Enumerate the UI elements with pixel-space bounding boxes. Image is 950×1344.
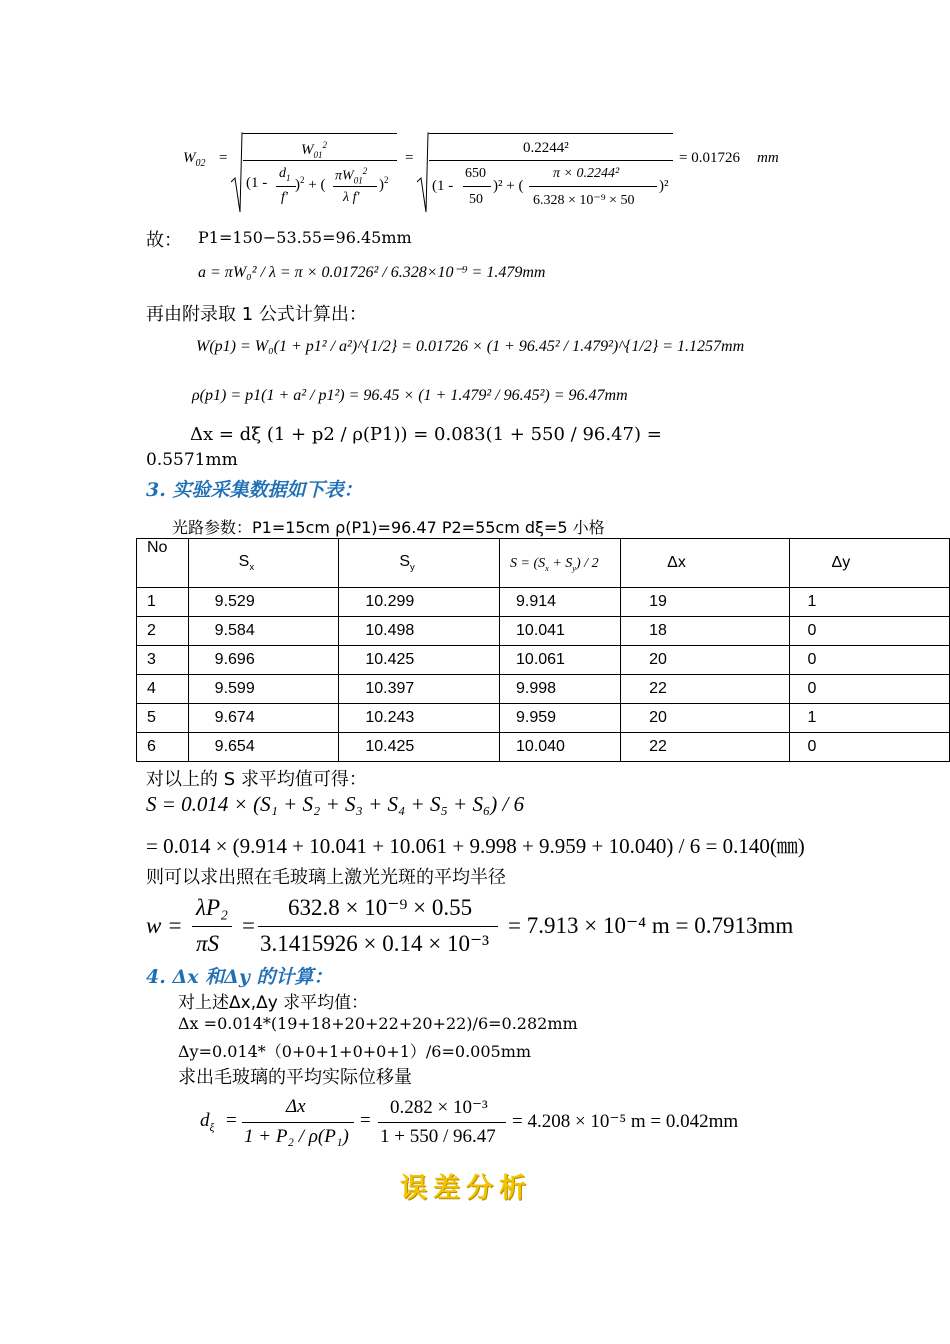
delta-x-line2: 0.5571mm [146, 450, 238, 470]
table-cell: 9.599 [188, 675, 339, 704]
w02-numerator: 0.2244² [523, 140, 569, 156]
table-cell: 22 [621, 675, 789, 704]
wp1-formula: W(p1) = W₀(1 + p1² / a²)^{1/2} = 0.01726 × (1 + 96.45² / 1.479²)^{1/2} = 1.1257mm [196, 338, 745, 355]
a-formula: a = πW₀² / λ = π × 0.01726² / 6.328×10⁻⁹ = 1.479mm [198, 264, 546, 281]
w02-result: = 0.01726 [679, 150, 740, 166]
error-analysis-title: 误差分析 [400, 1173, 532, 1204]
table-cell: 19 [621, 588, 789, 617]
table-cell: 0 [789, 733, 949, 762]
table-cell: 10.243 [339, 704, 500, 733]
table-cell: 10.425 [339, 733, 500, 762]
zai-you-text: 再由附录取 1 公式计算出： [146, 304, 367, 325]
header-no: No [137, 539, 189, 588]
table-cell: 0 [789, 675, 949, 704]
table-cell: 9.959 [500, 704, 621, 733]
data-table [136, 538, 950, 762]
dx-average: Δx =0.014*(19+18+20+22+20+22)/6=0.282mm [178, 1014, 578, 1033]
table-cell: 20 [621, 646, 789, 675]
heading-3: 3. 实验采集数据如下表： [146, 479, 363, 501]
table-cell: 4 [137, 675, 189, 704]
avg-dxdy-text: 对上述Δx,Δy 求平均值： [178, 993, 369, 1013]
table-cell: 10.397 [339, 675, 500, 704]
table-cell: 10.061 [500, 646, 621, 675]
table-cell: 0 [789, 617, 949, 646]
p1-calc: P1=150−53.55=96.45mm [198, 228, 412, 247]
header-dy: Δy [789, 539, 949, 588]
d-xi-formula: $d_\xi$ = Δx 1 + P₂ / ρ(P₁) = 0.282 × 10⁻³ 1 + 550 / 96.47 = 4.208 × 10⁻⁵ m = 0.042mm [200, 1096, 739, 1147]
avg-s-text: 对以上的 S 求平均值可得： [146, 769, 367, 790]
header-s-formula: $S = (S_x + S_y) / 2$ [500, 539, 621, 588]
rho-formula: ρ(p1) = p1(1 + a² / p1²) = 96.45 × (1 + 1.479² / 96.45²) = 96.47mm [192, 387, 628, 404]
table-cell: 6 [137, 733, 189, 762]
table-cell: 1 [789, 588, 949, 617]
w-formula: w = λP₂ πS = 632.8 × 10⁻⁹ × 0.55 3.1415926 × 0.14 × 10⁻³ = 7.913 × 10⁻⁴ m = 0.7913mm [146, 895, 794, 956]
table-cell: 18 [621, 617, 789, 646]
table-row [137, 675, 950, 704]
then-find-text: 则可以求出照在毛玻璃上激光光斑的平均半径 [146, 867, 506, 888]
dy-average: Δy=0.014*（0+0+1+0+0+1）/6=0.005mm [178, 1042, 532, 1061]
table-row [137, 646, 950, 675]
table-cell: 9.674 [188, 704, 339, 733]
table-cell: 9.696 [188, 646, 339, 675]
find-disp-text: 求出毛玻璃的平均实际位移量 [178, 1067, 412, 1088]
table-cell: 9.914 [500, 588, 621, 617]
table-cell: 10.498 [339, 617, 500, 646]
table-cell: 1 [137, 588, 189, 617]
table-row [137, 588, 950, 617]
table-cell: 10.299 [339, 588, 500, 617]
table-row [137, 617, 950, 646]
header-dx: Δx [621, 539, 789, 588]
sqrt-sign [231, 130, 243, 214]
table-cell: 1 [789, 704, 949, 733]
table-cell: 20 [621, 704, 789, 733]
table-row [137, 704, 950, 733]
table-cell: 9.584 [188, 617, 339, 646]
gu-label: 故： [146, 230, 182, 251]
table-cell: 9.654 [188, 733, 339, 762]
header-sx: $S_x$ [188, 539, 339, 588]
table-cell: 22 [621, 733, 789, 762]
delta-x-line1: Δx = dξ (1 + p2 / ρ(P1)) = 0.083(1 + 550 / 96.47) = [190, 424, 662, 445]
table-cell: 2 [137, 617, 189, 646]
table-cell: 10.040 [500, 733, 621, 762]
table-cell: 3 [137, 646, 189, 675]
table-cell: 5 [137, 704, 189, 733]
table-cell: 0 [789, 646, 949, 675]
s-formula-2: = 0.014 × (9.914 + 10.041 + 10.061 + 9.998 + 9.959 + 10.040) / 6 = 0.140(㎜) [146, 834, 805, 858]
table-cell: 9.998 [500, 675, 621, 704]
optical-params: 光路参数：P1=15cm ρ(P1)=96.47 P2=55cm dξ=5 小格 [172, 518, 605, 537]
table-header-row [137, 539, 950, 588]
s-formula-1: S = 0.014 × (S₁ + S₂ + S₃ + S₄ + S₅ + S₆) / 6 [146, 792, 525, 816]
table-cell: 9.529 [188, 588, 339, 617]
table-cell: 10.041 [500, 617, 621, 646]
sqrt-sign-2 [417, 130, 429, 214]
table-row [137, 733, 950, 762]
heading-4: 4. Δx 和Δy 的计算： [146, 966, 333, 988]
header-sy: $S_y$ [339, 539, 500, 588]
table-cell: 10.425 [339, 646, 500, 675]
